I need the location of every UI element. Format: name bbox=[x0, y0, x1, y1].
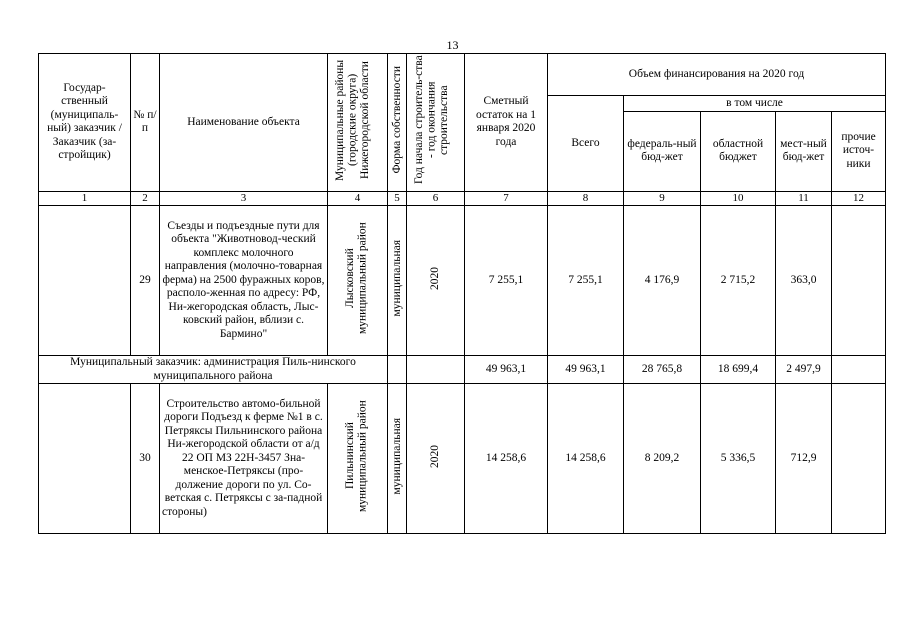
cell-other bbox=[832, 356, 886, 384]
cell-district-text: Лысковский муниципальный район bbox=[343, 222, 368, 335]
financing-table bbox=[38, 53, 886, 534]
cell-local: 2 497,9 bbox=[776, 356, 832, 384]
cell-total: 14 258,6 bbox=[548, 384, 624, 534]
table-row bbox=[39, 356, 886, 384]
page-number: 13 bbox=[446, 38, 459, 52]
column-number: 4 bbox=[328, 191, 388, 206]
header-districts bbox=[328, 54, 388, 192]
cell-ownership-text: муниципальная bbox=[390, 239, 403, 317]
cell-federal: 28 765,8 bbox=[624, 356, 701, 384]
cell-federal: 4 176,9 bbox=[624, 206, 701, 356]
column-number: 8 bbox=[548, 191, 624, 206]
table-row bbox=[39, 384, 886, 534]
column-number: 10 bbox=[701, 191, 776, 206]
cell-ownership bbox=[388, 206, 407, 356]
cell-regional: 5 336,5 bbox=[701, 384, 776, 534]
cell-number: 30 bbox=[131, 384, 160, 534]
cell-years-text: 2020 bbox=[429, 444, 442, 468]
header-years-text: Год начала строитель-ства - год окончания строительства bbox=[412, 55, 450, 185]
cell-estimate: 7 255,1 bbox=[465, 206, 548, 356]
cell-total: 7 255,1 bbox=[548, 206, 624, 356]
header-financing: Объем финансирования на 2020 год bbox=[548, 54, 886, 96]
table-row bbox=[39, 206, 886, 356]
header-local: мест-ный бюд-жет bbox=[776, 111, 832, 191]
cell-other bbox=[832, 384, 886, 534]
cell-local: 712,9 bbox=[776, 384, 832, 534]
cell-ownership bbox=[388, 384, 407, 534]
header-other: прочие источ-ники bbox=[832, 111, 886, 191]
header-number: № п/п bbox=[131, 54, 160, 192]
column-number: 3 bbox=[160, 191, 328, 206]
cell-years-text: 2020 bbox=[429, 266, 442, 290]
header-districts-text: Муниципальные районы (городские округа) Нижегородской области bbox=[333, 59, 371, 181]
cell-district-text: Пильнинский муниципальный район bbox=[343, 400, 368, 513]
cell-number: 29 bbox=[131, 206, 160, 356]
column-number: 6 bbox=[407, 191, 465, 206]
column-number: 5 bbox=[388, 191, 407, 206]
header-ownership bbox=[388, 54, 407, 192]
column-number: 9 bbox=[624, 191, 701, 206]
cell-regional: 18 699,4 bbox=[701, 356, 776, 384]
header-object-name: Наименование объекта bbox=[160, 54, 328, 192]
cell-years bbox=[407, 384, 465, 534]
cell-object-name: Строительство автомо-бильной дороги Подъезд к ферме №1 в с. Петряксы Пильнинского района Ни-жегородской области от а/д 22 ОП МЗ 22Н-3457 Зна-менское-Петряксы (про-должение дороги по ул. Со-ветская с. Петряксы с за-падной стороны) bbox=[160, 384, 328, 534]
cell-estimate: 14 258,6 bbox=[465, 384, 548, 534]
cell-years bbox=[407, 206, 465, 356]
cell-customer bbox=[39, 384, 131, 534]
cell-estimate: 49 963,1 bbox=[465, 356, 548, 384]
header-customer: Государ-ственный (муниципаль-ный) заказчик /Заказчик (за-стройщик) bbox=[39, 54, 131, 192]
cell-ownership bbox=[388, 356, 407, 384]
column-number: 11 bbox=[776, 191, 832, 206]
cell-district bbox=[328, 206, 388, 356]
header-regional: областной бюджет bbox=[701, 111, 776, 191]
cell-ownership-text: муниципальная bbox=[390, 417, 403, 495]
cell-other bbox=[832, 206, 886, 356]
cell-total: 49 963,1 bbox=[548, 356, 624, 384]
cell-district bbox=[328, 384, 388, 534]
cell-federal: 8 209,2 bbox=[624, 384, 701, 534]
header-estimate: Сметный остаток на 1 января 2020 года bbox=[465, 54, 548, 192]
header-federal: федераль-ный бюд-жет bbox=[624, 111, 701, 191]
column-number: 7 bbox=[465, 191, 548, 206]
header-ownership-text: Форма собственности bbox=[390, 66, 403, 174]
column-number: 2 bbox=[131, 191, 160, 206]
cell-customer bbox=[39, 206, 131, 356]
column-number: 1 bbox=[39, 191, 131, 206]
column-number: 12 bbox=[832, 191, 886, 206]
cell-object-name: Съезды и подъездные пути для объекта "Животновод-ческий комплекс молочного направления (молочно-товарная ферма) на 2500 фуражных коров, располо-женная по адресу: РФ, Ни-жегородская область, Лыс-ковский район, вблизи с. Бармино" bbox=[160, 206, 328, 356]
header-years bbox=[407, 54, 465, 192]
header-including: в том числе bbox=[624, 96, 886, 112]
cell-regional: 2 715,2 bbox=[701, 206, 776, 356]
header-total: Всего bbox=[548, 96, 624, 192]
cell-customer-label: Муниципальный заказчик: администрация Пиль-нинского муниципального района bbox=[39, 356, 388, 384]
cell-years bbox=[407, 356, 465, 384]
cell-local: 363,0 bbox=[776, 206, 832, 356]
